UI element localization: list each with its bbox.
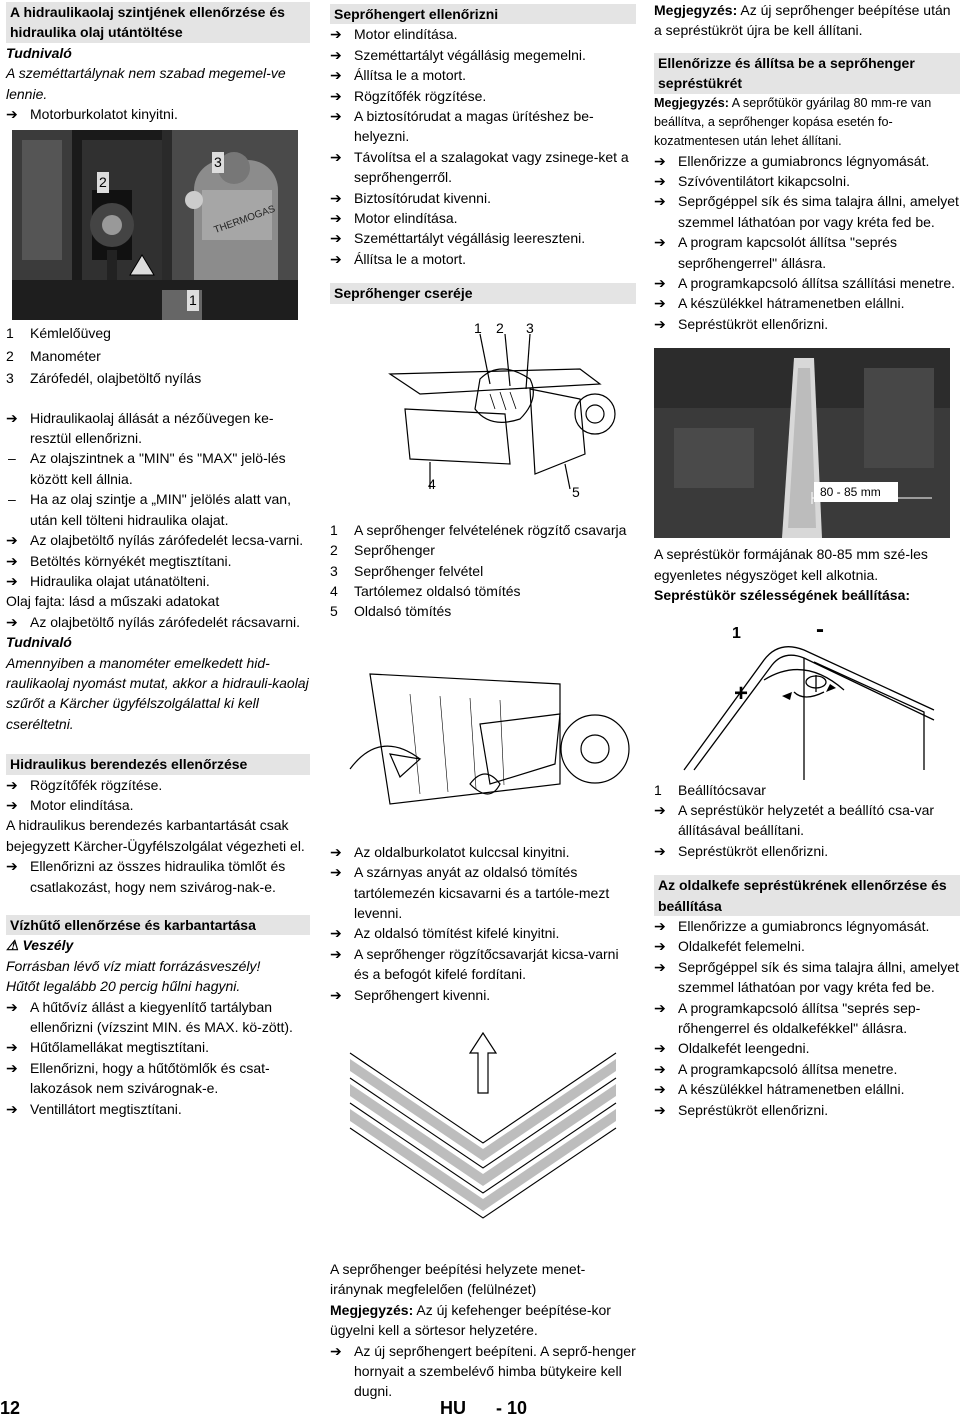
- bristle-diagram-svg: [330, 1023, 636, 1219]
- step: ➔ Az olajbetöltő nyílás zárófedelét rácsavarni.: [6, 612, 310, 632]
- arrow-icon: ➔: [654, 842, 666, 859]
- legend-item: 1 Beállítócsavar: [654, 781, 766, 798]
- arrow-icon: ➔: [654, 152, 666, 169]
- arrow-icon: ➔: [654, 801, 666, 818]
- paragraph: A hidraulikus berendezés karbantartását csak bejegyzett Kärcher-Ügyfélszolgálat végezheti el.: [6, 817, 305, 854]
- arrow-icon: ➔: [330, 945, 342, 962]
- arrow-icon: ➔: [330, 46, 342, 63]
- arrow-icon: ➔: [330, 843, 342, 860]
- arrow-icon: ➔: [330, 148, 342, 165]
- legend-item: 1 A seprőhenger felvételének rögzítő csavarja: [330, 521, 627, 538]
- note-text: A szeméttartálynak nem szabad megemel-ve lennie.: [6, 65, 286, 102]
- arrow-icon: ➔: [330, 864, 342, 881]
- step: ➔ Az olajbetöltő nyílás zárófedelét lecsa-varni.: [6, 530, 310, 550]
- step: ➔ Ellenőrizze a gumiabroncs légnyomását.: [654, 916, 960, 936]
- arrow-icon: ➔: [654, 917, 666, 934]
- arrow-icon: ➔: [6, 552, 18, 569]
- fig-label: -: [816, 615, 824, 643]
- sweep-pattern-photo-svg: [654, 348, 950, 538]
- arrow-icon: ➔: [330, 26, 342, 43]
- step: ➔ Ventillátort megtisztítani.: [6, 1099, 310, 1119]
- column-middle: [330, 0, 636, 1402]
- arrow-icon: ➔: [330, 925, 342, 942]
- note-text: Amennyiben a manométer emelkedett hid-raulikaolaj nyomást mutat, akkor a hidrauli-kaolaj szűrőt a Kärcher ügyfélszolgálattal ki kell cseréltetni.: [6, 654, 309, 732]
- step: ➔ Motor elindítása.: [6, 795, 310, 815]
- step: ➔ Motor elindítása.: [330, 208, 636, 228]
- arrow-icon: ➔: [330, 210, 342, 227]
- step: ➔ Motorburkolatot kinyitni.: [6, 104, 310, 124]
- legend-item: 2 Manométer: [6, 347, 101, 364]
- step: ➔ Az új seprőhengert beépíteni. A seprő-henger hornyait a szembelévő himba bütykeire kell dugni.: [330, 1341, 636, 1402]
- sub-step: – Ha az olaj szintje a „MIN" jelölés alatt van, után kell tölteni hidraulika olajat.: [8, 491, 291, 528]
- fig-label: 4: [428, 475, 436, 492]
- heading-side-broom: Az oldalkefe sepréstükrének ellenőrzése és beállítása: [654, 875, 960, 916]
- step: ➔ Állítsa le a motort.: [330, 249, 636, 269]
- bristle-diagram: [330, 1023, 636, 1219]
- step: ➔ A készülékkel hátramenetben elállni.: [654, 293, 960, 313]
- broom-diagram: [330, 314, 636, 506]
- step: ➔ Szívóventilátort kikapcsolni.: [654, 171, 960, 191]
- danger-title: ⚠ Veszély: [6, 937, 74, 954]
- arrow-icon: ➔: [6, 776, 18, 793]
- step: ➔ A biztosítórudat a magas ürítéshez be-helyezni.: [330, 106, 636, 147]
- adjust-screw-diagram-svg: [654, 615, 950, 780]
- arrow-icon: ➔: [654, 999, 666, 1016]
- step: ➔ Sepréstükröt ellenőrizni.: [654, 841, 960, 861]
- step: ➔ Hidraulikaolaj állását a nézőüvegen ke-resztül ellenőrizni.: [6, 408, 310, 449]
- step: ➔ A programkapcsoló állítsa szállítási menetre.: [654, 273, 960, 293]
- arrow-icon: ➔: [6, 796, 18, 813]
- fig-label: 5: [572, 483, 580, 500]
- arrow-icon: ➔: [654, 958, 666, 975]
- section-page: - 10: [496, 1398, 528, 1418]
- sub-step: – Az olajszintnek a "MIN" és "MAX" jelö-lés között kell állnia.: [8, 450, 286, 487]
- step: ➔ Ellenőrizni az összes hidraulika tömlőt és csatlakozást, hogy nem szivárog-nak-e.: [6, 856, 310, 897]
- heading-broom-replace: Seprőhenger cseréje: [330, 283, 636, 303]
- legend-item: 2 Seprőhenger: [330, 542, 435, 559]
- step: ➔ Sepréstükröt ellenőrizni.: [654, 1100, 960, 1120]
- step: ➔ Szeméttartályt végállásig megemelni.: [330, 45, 636, 65]
- adjust-screw-diagram: [654, 615, 950, 780]
- engine-photo: [12, 130, 298, 320]
- fig-label: 2: [97, 172, 109, 192]
- subheading: Sepréstükör szélességének beállítása:: [654, 587, 911, 604]
- step: ➔ Távolítsa el a szalagokat vagy zsinege-ket a seprőhengerről.: [330, 147, 636, 188]
- step: ➔ Az oldalsó tömítést kifelé kinyitni.: [330, 923, 636, 943]
- column-right: [654, 0, 960, 1120]
- arrow-icon: ➔: [330, 986, 342, 1003]
- arrow-icon: ➔: [654, 295, 666, 312]
- step-list: [654, 916, 960, 1120]
- arrow-icon: ➔: [330, 67, 342, 84]
- arrow-icon: ➔: [654, 315, 666, 332]
- arrow-icon: ➔: [6, 998, 18, 1015]
- step: ➔ A seprőhenger rögzítőcsavarját kicsa-varni és a befogót kifelé fordítani.: [330, 944, 636, 985]
- step: ➔ Motor elindítása.: [330, 24, 636, 44]
- arrow-icon: ➔: [330, 189, 342, 206]
- side-cover-diagram-svg: [330, 654, 636, 830]
- step: ➔ Állítsa le a motort.: [330, 65, 636, 85]
- step: ➔ A készülékkel hátramenetben elállni.: [654, 1079, 960, 1099]
- arrow-icon: ➔: [6, 532, 18, 549]
- arrow-icon: ➔: [654, 193, 666, 210]
- step: ➔ A programkapcsoló állítsa "seprés sep-rőhengerrel és oldalkefékkel" állásra.: [654, 998, 960, 1039]
- arrow-icon: ➔: [654, 938, 666, 955]
- step: ➔ Ellenőrizni, hogy a hűtőtömlők és csat-lakozások nem szivárognak-e.: [6, 1058, 310, 1099]
- arrow-icon: ➔: [330, 1342, 342, 1359]
- arrow-icon: ➔: [654, 1040, 666, 1057]
- step-list: [654, 151, 960, 335]
- heading-hydraulic-oil: A hidraulikaolaj szintjének ellenőrzése és hidraulika olaj utántöltése: [6, 2, 310, 43]
- arrow-icon: ➔: [6, 1100, 18, 1117]
- step: ➔ Hidraulika olajat utánatölteni.: [6, 571, 310, 591]
- note: Megjegyzés: A seprőtükör gyárilag 80 mm-re van beállítva, a seprőhenger kopása esetén fo-kozatmentesen után lehet állítani.: [654, 95, 932, 148]
- note: Megjegyzés: Az új kefehenger beépítése-kor ügyelni kell a sörtesor helyzetére.: [330, 1301, 611, 1339]
- fig-label: 3: [212, 152, 224, 172]
- fig-label: 1: [474, 319, 482, 336]
- arrow-icon: ➔: [6, 613, 18, 630]
- arrow-icon: ➔: [330, 87, 342, 104]
- legend-item: 4 Tartólemez oldalsó tömítés: [330, 582, 521, 599]
- column-left: [6, 0, 310, 1119]
- side-cover-diagram: [330, 654, 636, 830]
- legend-item: 1 Kémlelőüveg: [6, 325, 111, 342]
- step: ➔ Ellenőrizze a gumiabroncs légnyomását.: [654, 151, 960, 171]
- fig-label: 1: [732, 624, 741, 642]
- legend-item: 5 Oldalsó tömítés: [330, 603, 452, 620]
- page-number: 12: [0, 1398, 21, 1418]
- broom-diagram-svg: [330, 314, 636, 506]
- figure-caption: A seprőhenger beépítési helyzete menet-iránynak megfelelően (felülnézet): [330, 1260, 586, 1298]
- heading-radiator: Vízhűtő ellenőrzése és karbantartása: [6, 915, 310, 935]
- step: ➔ A programkapcsoló állítsa menetre.: [654, 1059, 960, 1079]
- arrow-icon: ➔: [6, 1039, 18, 1056]
- step: ➔ A sepréstükör helyzetét a beállító csa-var állításával beállítani.: [654, 800, 960, 841]
- oil-type: Olaj fajta: lásd a műszaki adatokat: [6, 593, 220, 610]
- arrow-icon: ➔: [654, 1060, 666, 1077]
- arrow-icon: ➔: [654, 1081, 666, 1098]
- fig-label: +: [734, 679, 749, 707]
- arrow-icon: ➔: [330, 250, 342, 267]
- step: ➔ Oldalkefét felemelni.: [654, 936, 960, 956]
- svg-text:THERMOGAS: THERMOGAS: [212, 204, 277, 237]
- step: ➔ Rögzítőfék rögzítése.: [6, 775, 310, 795]
- arrow-icon: ➔: [6, 1059, 18, 1076]
- step: ➔ Hűtőlamellákat megtisztítani.: [6, 1037, 310, 1057]
- arrow-icon: ➔: [654, 1101, 666, 1118]
- paragraph: A sepréstükör formájának 80-85 mm szé-les egyenletes négyszöget kell alkotnia.: [654, 546, 928, 583]
- fig-label: 1: [187, 290, 199, 310]
- arrow-icon: ➔: [654, 275, 666, 292]
- step: ➔ A hűtővíz állást a kiegyenlítő tartályban ellenőrizni (vízszint MIN. és MAX. kö-zött).: [6, 997, 310, 1038]
- step: ➔ Sepréstükröt ellenőrizni.: [654, 314, 960, 334]
- step: ➔ Szeméttartályt végállásig leereszteni.: [330, 228, 636, 248]
- danger-text: Forrásban lévő víz miatt forrázásveszély!: [6, 957, 261, 974]
- heading-sweep-pattern: Ellenőrizze és állítsa be a seprőhenger sepréstükrét: [654, 53, 960, 94]
- arrow-icon: ➔: [6, 409, 18, 426]
- step: ➔ Betöltés környékét megtisztítani.: [6, 551, 310, 571]
- warning-icon: ⚠: [6, 937, 19, 954]
- arrow-icon: ➔: [6, 106, 18, 123]
- arrow-icon: ➔: [6, 572, 18, 589]
- note: Megjegyzés: Az új seprőhenger beépítése után a sepréstükröt újra be kell állítani.: [654, 2, 951, 39]
- legend-item: 3 Seprőhenger felvétel: [330, 562, 484, 579]
- step: ➔ Seprőhengert kivenni.: [330, 985, 636, 1005]
- heading-broom-check: Seprőhengert ellenőrizni: [330, 4, 636, 24]
- danger-text: Hűtőt legalább 20 percig hűlni hagyni.: [6, 978, 241, 995]
- step: ➔ A program kapcsolót állítsa "seprés seprőhengerrel" állásra.: [654, 232, 960, 273]
- step: ➔ A szárnyas anyát az oldalsó tömítés tartólemezén kicsavarni és a tartóle-mezt levenni.: [330, 862, 636, 923]
- arrow-icon: ➔: [654, 173, 666, 190]
- arrow-icon: ➔: [330, 108, 342, 125]
- fig-label: 3: [526, 319, 534, 336]
- step-list: [330, 24, 636, 269]
- step: ➔ Biztosítórudat kivenni.: [330, 188, 636, 208]
- heading-hydraulic-system: Hidraulikus berendezés ellenőrzése: [6, 754, 310, 774]
- note-title: Tudnivaló: [6, 634, 72, 651]
- arrow-icon: ➔: [330, 230, 342, 247]
- engine-photo-svg: [12, 130, 298, 320]
- arrow-icon: ➔: [6, 858, 18, 875]
- step: ➔ Az oldalburkolatot kulccsal kinyitni.: [330, 842, 636, 862]
- step: ➔ Seprőgéppel sík és sima talajra állni, amelyet szemmel láthatóan por vagy kréta fed be.: [654, 191, 960, 232]
- step: ➔ Rögzítőfék rögzítése.: [330, 86, 636, 106]
- fig-label: 2: [496, 319, 504, 336]
- note-title: Tudnivaló: [6, 44, 72, 61]
- step: ➔ Seprőgéppel sík és sima talajra állni, amelyet szemmel láthatóan por vagy kréta fed be.: [654, 957, 960, 998]
- step: ➔ Oldalkefét leengedni.: [654, 1038, 960, 1058]
- legend-item: 3 Zárófedél, olajbetöltő nyílás: [6, 370, 202, 387]
- sweep-pattern-photo: [654, 348, 950, 538]
- arrow-icon: ➔: [654, 234, 666, 251]
- language-code: HU: [440, 1398, 466, 1418]
- measure-label: 80 - 85 mm: [820, 485, 881, 500]
